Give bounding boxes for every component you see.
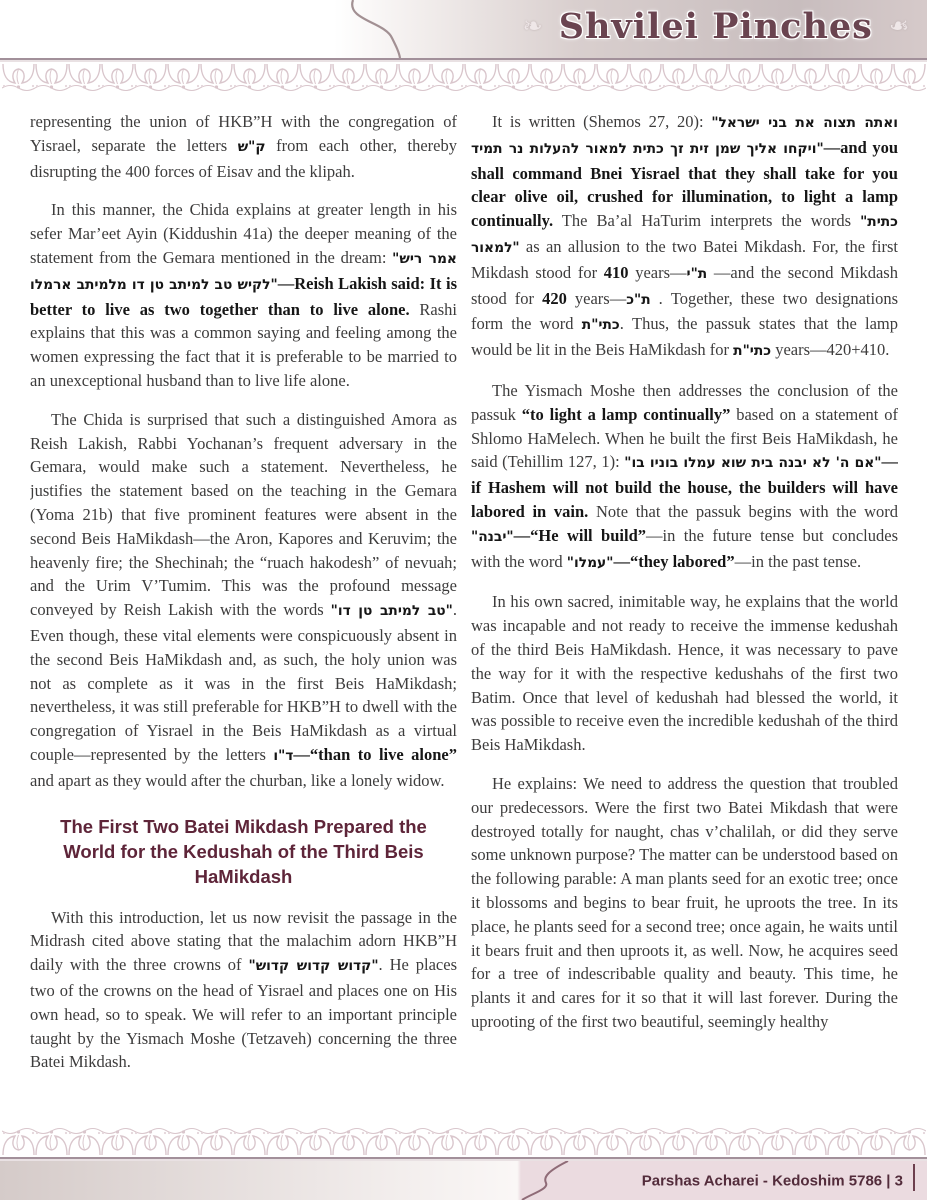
lace-ornament-icon	[398, 62, 431, 92]
text-run: The Yismach Moshe then addresses the conclusion of the passuk	[471, 380, 898, 424]
lace-ornament-icon	[35, 1127, 68, 1157]
lace-ornament-icon	[266, 62, 299, 92]
text-run: Note that the passuk begins with the word	[588, 501, 898, 521]
paragraph	[471, 379, 898, 575]
lace-ornament-icon	[794, 62, 827, 92]
text-run: —Reish Lakish said: It is better to live as two together than to live alone.	[30, 273, 457, 319]
hebrew-text-run: "כתית למאור"	[471, 214, 898, 256]
section-heading: The First Two Batei Mikdash Prepared the World for the Kedushah of the Third Beis HaMikdash	[60, 815, 427, 887]
lace-ornament-icon	[629, 62, 662, 92]
text-run: years—	[566, 288, 627, 308]
paragraph	[30, 408, 457, 793]
hebrew-text-run: "טב למיתב טן דו"	[330, 603, 453, 620]
text-run: as an allusion to the two Batei Mikdash. For, the first Mikdash stood for	[471, 236, 898, 282]
text-run: years—420+410.	[771, 340, 890, 360]
hebrew-text-run: "אמר ריש לקיש טב למיתב טן דו מלמיתב ארמלו"	[30, 250, 457, 293]
header-divider-curve	[330, 0, 420, 58]
hebrew-text-run: ד"ו	[273, 747, 294, 764]
lace-ornament-icon	[563, 1127, 596, 1157]
text-run: Rashi explains that this was a common saying and feeling among the women expressing the fact that it is preferable to be married to an unexceptional husband than to live life alone.	[30, 299, 457, 390]
lace-ornament-icon	[728, 1127, 761, 1157]
lace-ornament-icon	[167, 1127, 200, 1157]
column-right	[471, 110, 898, 1125]
lace-ornament-icon	[266, 1127, 299, 1157]
lace-ornament-icon	[761, 62, 794, 92]
text-run: With this introduction, let us now revisit the passage in the Midrash cited above stating that the malachim adorn HKB”H daily with the three crowns of	[30, 907, 457, 975]
masthead	[523, 6, 909, 47]
lace-ornament-icon	[68, 62, 101, 92]
lace-ornament-icon	[332, 62, 365, 92]
lace-ornament-icon	[299, 62, 332, 92]
lace-ornament-icon	[233, 1127, 266, 1157]
text-run: —in the future tense but concludes with the word	[471, 525, 898, 571]
paragraph	[471, 110, 898, 364]
text-run: from each other, thereby disrupting the 400 forces of Eisav and the klipah.	[30, 135, 457, 181]
publication-title: Shvilei Pinches	[558, 6, 873, 47]
lace-ornament-icon	[827, 1127, 860, 1157]
hebrew-text-run: "אם ה' לא יבנה בית שוא עמלו בוניו בו"	[624, 455, 882, 472]
lace-ornament-icon	[497, 1127, 530, 1157]
paragraph	[471, 772, 898, 1034]
lace-ornament-icon	[35, 62, 68, 92]
text-run: In his own sacred, inimitable way, he explains that the world was incapable and not ready to receive the immense kedushah of the third Beis HaMikdash. Hence, it was necessary to pave the way for it with the respective kedushahs of the first two Batim. Once that level of kedushah had blessed the world, it was possible to receive even the incredible kedushah of the third Beis HaMikdash.	[471, 592, 898, 755]
hebrew-text-run: ק"ש	[237, 138, 266, 155]
swirl-ornament-left-icon: ❧	[522, 14, 543, 40]
hebrew-text-run: "יבנה"	[471, 528, 514, 545]
hebrew-text-run: כתי"ת	[581, 317, 620, 334]
lace-ornament-icon	[398, 1127, 431, 1157]
paragraph	[471, 590, 898, 757]
hebrew-text-run: "ואתה תצוה את בני ישראל ויקחו אליך שמן זית זך כתית למאור להעלות נר תמיד"	[471, 115, 898, 157]
text-run: 410	[603, 262, 629, 282]
hebrew-text-run: כתי"ת	[733, 343, 772, 360]
lace-ornament-icon	[134, 1127, 167, 1157]
text-run: . Together, these two designations form the word	[471, 288, 898, 334]
text-run: . Thus, the passuk states that the lamp would be lit in the Beis HaMikdash for	[471, 314, 898, 360]
lace-ornament-icon	[629, 1127, 662, 1157]
footer-page-label: Parshas Acharei - Kedoshim 5786 | 3	[641, 1172, 903, 1189]
text-run: . He places two of the crowns on the head of Yisrael and places one on His own head, so to speak. We will refer to an important principle taught by the Yismach Moshe (Tetzaveh) concerning the three Batei Mikdash.	[30, 955, 457, 1072]
lace-ornament-icon	[728, 62, 761, 92]
lace-ornament-icon	[596, 1127, 629, 1157]
lace-ornament-icon	[794, 1127, 827, 1157]
lace-ornament-icon	[695, 1127, 728, 1157]
hebrew-text-run: ת"כ	[626, 291, 651, 308]
text-run: —“He will build”	[513, 525, 647, 545]
lace-ornament-icon	[299, 1127, 332, 1157]
text-run: He explains: We need to address the question that troubled our predecessors. Were the first two Batei Mikdash that were destroyed totally for naught, chas v’chalilah, or did they serve some unknown purpose? The matter can be understood based on the following parable: A man plants seed for an exotic tree; once it blossoms and begins to bear fruit, he uproots the tree. In its place, he plants seed for a second tree; once again, he waits until it bears fruit and then uproots it, as well. Now, he acquires seed for a tree of indescribable quality and beauty. This time, he plants it and cares for it so that it will last forever. During the uprooting of the first two beautiful, seemingly healthy	[471, 773, 898, 1031]
swirl-ornament-right-icon: ❧	[888, 14, 909, 40]
lace-ornament-icon	[761, 1127, 794, 1157]
lace-ornament-icon	[596, 62, 629, 92]
text-run: The Ba’al HaTurim interprets the words	[553, 211, 861, 231]
lace-ornament-icon	[365, 1127, 398, 1157]
lace-ornament-icon	[464, 1127, 497, 1157]
paragraph	[30, 110, 457, 183]
footer-accent-line	[913, 1164, 916, 1191]
text-run: years—	[628, 262, 687, 282]
lace-ornament-icon	[893, 1127, 926, 1157]
text-run: —“they labored”	[613, 551, 735, 571]
text-run: In this manner, the Chida explains at greater length in his sefer Mar’eet Ayin (Kiddushin 41a) the deeper meaning of the statement from the Gemara mentioned in the dream:	[30, 200, 457, 267]
lace-ornament-icon	[233, 62, 266, 92]
lace-ornament-icon	[431, 62, 464, 92]
text-run: —and the second Mikdash stood for	[471, 262, 898, 308]
hebrew-text-run: "עמלו"	[566, 554, 614, 571]
lace-ornament-icon	[431, 1127, 464, 1157]
page-body	[0, 94, 927, 1125]
footer-divider-curve	[498, 1161, 578, 1200]
text-run: It is written (Shemos 27, 20):	[492, 112, 712, 131]
text-run: “to light a lamp continually”	[521, 404, 731, 424]
text-run: based on a statement of Shlomo HaMelech. When he built the first Beis HaMikdash, he said (Tehillim 127, 1):	[471, 404, 898, 472]
hebrew-text-run: ת"י	[686, 265, 708, 282]
lace-ornament-icon	[134, 62, 167, 92]
hebrew-text-run: "קדוש קדוש קדוש"	[248, 958, 379, 975]
lace-ornament-icon	[332, 1127, 365, 1157]
lace-ornament-icon	[200, 1127, 233, 1157]
lace-ornament-icon	[662, 1127, 695, 1157]
paragraph	[30, 906, 457, 1075]
text-run: 420	[542, 288, 567, 308]
lace-ornament-icon	[200, 62, 233, 92]
text-run: The Chida is surprised that such a distinguished Amora as Reish Lakish, Rabbi Yochanan’s frequent adversary in the Gemara, would make such a statement. Nevertheless, he justifies the statement based on the teaching in the Gemara (Yoma 21b) that five prominent features were absent in the second Beis HaMikdash—the Aron, Kapores and Keruvim; the heavenly fire; the Shechinah; the “ruach hakodesh” of nevuah; and the Urim V’Tumim. This was the profound message conveyed by Reish Lakish with the words	[30, 409, 457, 620]
page-header	[0, 0, 927, 58]
lace-ornament-icon	[2, 62, 35, 92]
paragraph	[30, 198, 457, 392]
lace-border-top	[0, 62, 927, 94]
text-run: —if Hashem will not build the house, the builders will have labored in vain.	[471, 452, 898, 521]
lace-ornament-icon	[860, 62, 893, 92]
text-run: . Even though, these vital elements were conspicuously absent in the second Beis HaMikdash and, as such, the holy union was not as complete as it was in the first Beis HaMikdash; nevertheless, it was still preferable for HKB”H to dwell with the congregation of Yisrael in the Beis HaMikdash as a virtual couple—represented by the letters	[30, 600, 457, 764]
lace-ornament-icon	[2, 1127, 35, 1157]
lace-ornament-icon	[827, 62, 860, 92]
text-run: representing the union of HKB”H with the congregation of Yisrael, separate the letters	[30, 112, 457, 155]
column-left	[30, 110, 457, 1125]
lace-ornament-icon	[662, 62, 695, 92]
lace-border-bottom	[0, 1125, 927, 1157]
lace-ornament-icon	[530, 62, 563, 92]
lace-ornament-icon	[68, 1127, 101, 1157]
text-run: —“than to live alone”	[293, 744, 457, 764]
lace-ornament-icon	[563, 62, 596, 92]
lace-ornament-icon	[101, 1127, 134, 1157]
text-run: —in the past tense.	[734, 551, 862, 571]
page-footer	[0, 1161, 927, 1200]
lace-ornament-icon	[695, 62, 728, 92]
lace-ornament-icon	[167, 62, 200, 92]
lace-ornament-icon	[101, 62, 134, 92]
lace-ornament-icon	[365, 62, 398, 92]
text-run: —and you shall command Bnei Yisrael that they shall take for you clear olive oil, crushed for illumination, to light a lamp continually.	[471, 137, 898, 231]
text-run: and apart as they would after the churban, like a lonely widow.	[30, 770, 445, 790]
lace-ornament-icon	[893, 62, 926, 92]
lace-ornament-icon	[530, 1127, 563, 1157]
lace-ornament-icon	[860, 1127, 893, 1157]
lace-ornament-icon	[497, 62, 530, 92]
lace-ornament-icon	[464, 62, 497, 92]
